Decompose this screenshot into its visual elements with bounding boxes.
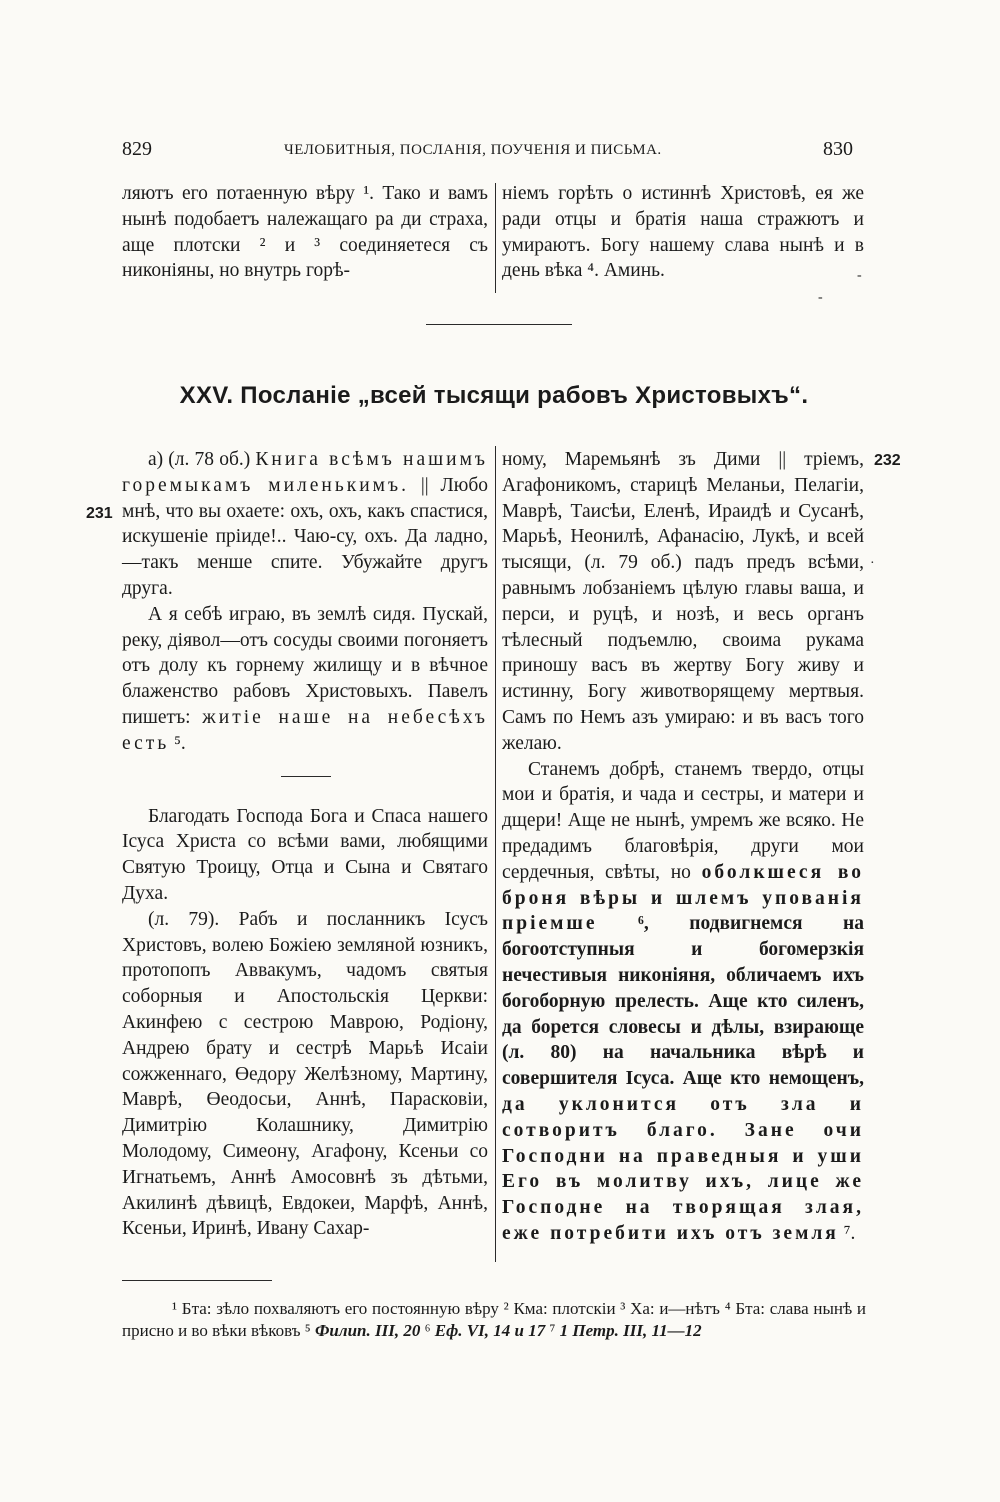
page-number-left: 829: [122, 138, 152, 160]
section-title: XXV. Посланіе „всей тысящи рабовъ Христовыхъ“.: [179, 382, 809, 409]
right-column: [502, 447, 864, 1247]
footnote-6: ⁶: [420, 1321, 435, 1340]
stray-mark: -: [818, 290, 823, 305]
footnote-7-ref: 1 Петр. III, 11—12: [559, 1321, 702, 1340]
footnote-7: ⁷: [545, 1321, 560, 1340]
top-left-column: [122, 181, 488, 284]
paragraph-r2: [502, 757, 864, 1247]
text-run: А я себѣ играю, въ землѣ сидя. Пускай, реку, діявол—отъ сосуды своими погоняетъ отъ долу къ горнему жилищу и в вѣчное блаженство рабовъ Христовыхъ. Павелъ пишетъ:: [122, 603, 488, 728]
footnote-6-ref: Еф. VI, 14 и 17: [434, 1321, 546, 1340]
stray-mark: -: [857, 268, 862, 283]
footnote-5: ⁵: [300, 1321, 315, 1340]
footnote-5-ref: Филип. III, 20: [314, 1321, 421, 1340]
footnote-3: ³ Ха: и—нѣтъ: [615, 1299, 720, 1318]
note-ref: ⁵.: [169, 732, 186, 754]
text-run: ⁶, подвигнемся на богоотступныя и богомерзкія нечестивыя никоніяня, обличаемъ ихъ богоборную прелесть. Аще кто силенъ, да борется словесы и дѣлы, взирающе (л. 80) на начальника вѣрѣ и совершителя Ісуса. Аще кто немощенъ,: [502, 913, 864, 1090]
margin-folio-left: 231: [86, 505, 113, 522]
spaced-text: житіе наше на небесѣхъ есть: [122, 706, 488, 754]
paragraph-separator: [281, 776, 331, 777]
top-right-column: [502, 181, 864, 284]
stray-mark: ·: [870, 556, 875, 571]
spaced-text: да уклонится отъ зла и сотворитъ благо. Зане очи Господни на праведныя и уши Его въ молитву ихъ, лице же Господне на творящая злая, еже потребити ихъ отъ земля: [502, 1093, 864, 1244]
text-run: а) (л. 78 об.): [148, 449, 256, 470]
footnote-1: ¹ Бта: зѣло похваляютъ его постоянную вѣру: [172, 1299, 499, 1318]
section-separator: [426, 324, 572, 325]
text-run: Станемъ добрѣ, станемъ твердо, отцы мои и братія, и чада и сестры, и матери и дщери! Аще не нынѣ, умремъ же всяко. Не предадимъ благовѣрія, други мои сердечныя, свѣты, но: [502, 758, 864, 883]
column-divider-top: [495, 183, 496, 293]
text-run: || Любо мнѣ, что вы охаете: охъ, охъ, какъ спастися, искушеніе пріиде!.. Чаю-су, охъ. Да ладно,—такъ менше спите. Убужайте другъ друга.: [122, 474, 488, 599]
footnote-separator: [122, 1280, 272, 1281]
footnotes: [122, 1298, 866, 1342]
spaced-text: Книга всѣмъ нашимъ горемыкамъ миленькимъ.: [122, 449, 488, 496]
footnote-4-text: слава нынѣ и присно и во вѣки вѣковъ: [122, 1299, 867, 1340]
footnote-4: ⁴ Бта:: [719, 1299, 766, 1318]
top-left-text: ляютъ его потаенную вѣру ¹. Тако и вамъ нынѣ подобаетъ належащаго ра ди страха, аще плотски ² и ³ соединяетеся съ никоніяны, но внутрь горѣ-: [122, 183, 488, 282]
spaced-text: оболкшеся во броня вѣры и шлемъ упованія пріемше: [502, 861, 864, 935]
running-title: ЧЕЛОБИТНЫЯ, ПОСЛАНІЯ, ПОУЧЕНІЯ И ПИСЬМА.: [284, 142, 662, 158]
top-right-text: ніемъ горѣть о истиннѣ Христовѣ, ея же ради отцы и братія наша стражютъ и умираютъ. Богу нашему слава нынѣ и в день вѣка ⁴. Аминь.: [502, 183, 864, 282]
left-column: [122, 447, 488, 1242]
paragraph-4: (л. 79). Рабъ и посланникъ Ісусъ Христовъ, волею Божіею земляной юзникъ, протопопъ Аввакумъ, чадомъ святыя соборныя и Апостольскія Церкви: Акинфею с сестрою Маврою, Родіону, Андрею брату и сестрѣ Марьѣ Исаіи сожженнаго, Өедору Желѣзному, Мартину, Маврѣ, Өеодосьи, Аннѣ, Парасковіи, Димитрію Колашнику, Димитрію Молодому, Симеону, Агафону, Ксеньи со Игнатьемъ, Аннѣ Амосовнѣ зъ дѣтьми, Акилинѣ дѣвицѣ, Евдокеи, Марфѣ, Аннѣ, Ксеньи, Иринѣ, Ивану Сахар-: [122, 908, 488, 1240]
paragraph-3: Благодать Господа Бога и Спаса нашего Ісуса Христа со всѣми вами, любящими Святую Троицу, Отца и Сына и Святаго Духа.: [122, 805, 488, 904]
footnote-block: [122, 1298, 866, 1342]
paragraph-r1: ному, Маремьянѣ зъ Дими || тріемъ, Агафоникомъ, старицѣ Меланьи, Пелагіи, Маврѣ, Таисѣи, Еленѣ, Ираидѣ и Сусанѣ, Марьѣ, Неонилѣ, Афанасію, Лукѣ, и всей тысящи, (л. 79 об.) падъ предъ всѣми, равнымъ лобзаніемъ цѣлую главы ваша, и перси, и руцѣ, и нозѣ, и весь органъ тѣлесный подъемлю, своима рукама приношу васъ въ жертву Богу живу и истинну, Богу животворящему мертвыя. Самъ по Немъ азъ умираю: и въ васъ того желаю.: [502, 449, 864, 754]
paragraph-1: [122, 447, 488, 602]
note-ref: ⁷.: [838, 1222, 856, 1244]
paragraph-2: [122, 602, 488, 757]
margin-folio-right: 232: [874, 452, 901, 469]
footnote-2: ² Кма: плотскіи: [498, 1299, 616, 1318]
page-number-right: 830: [823, 138, 853, 160]
column-divider-main: [495, 446, 496, 1262]
